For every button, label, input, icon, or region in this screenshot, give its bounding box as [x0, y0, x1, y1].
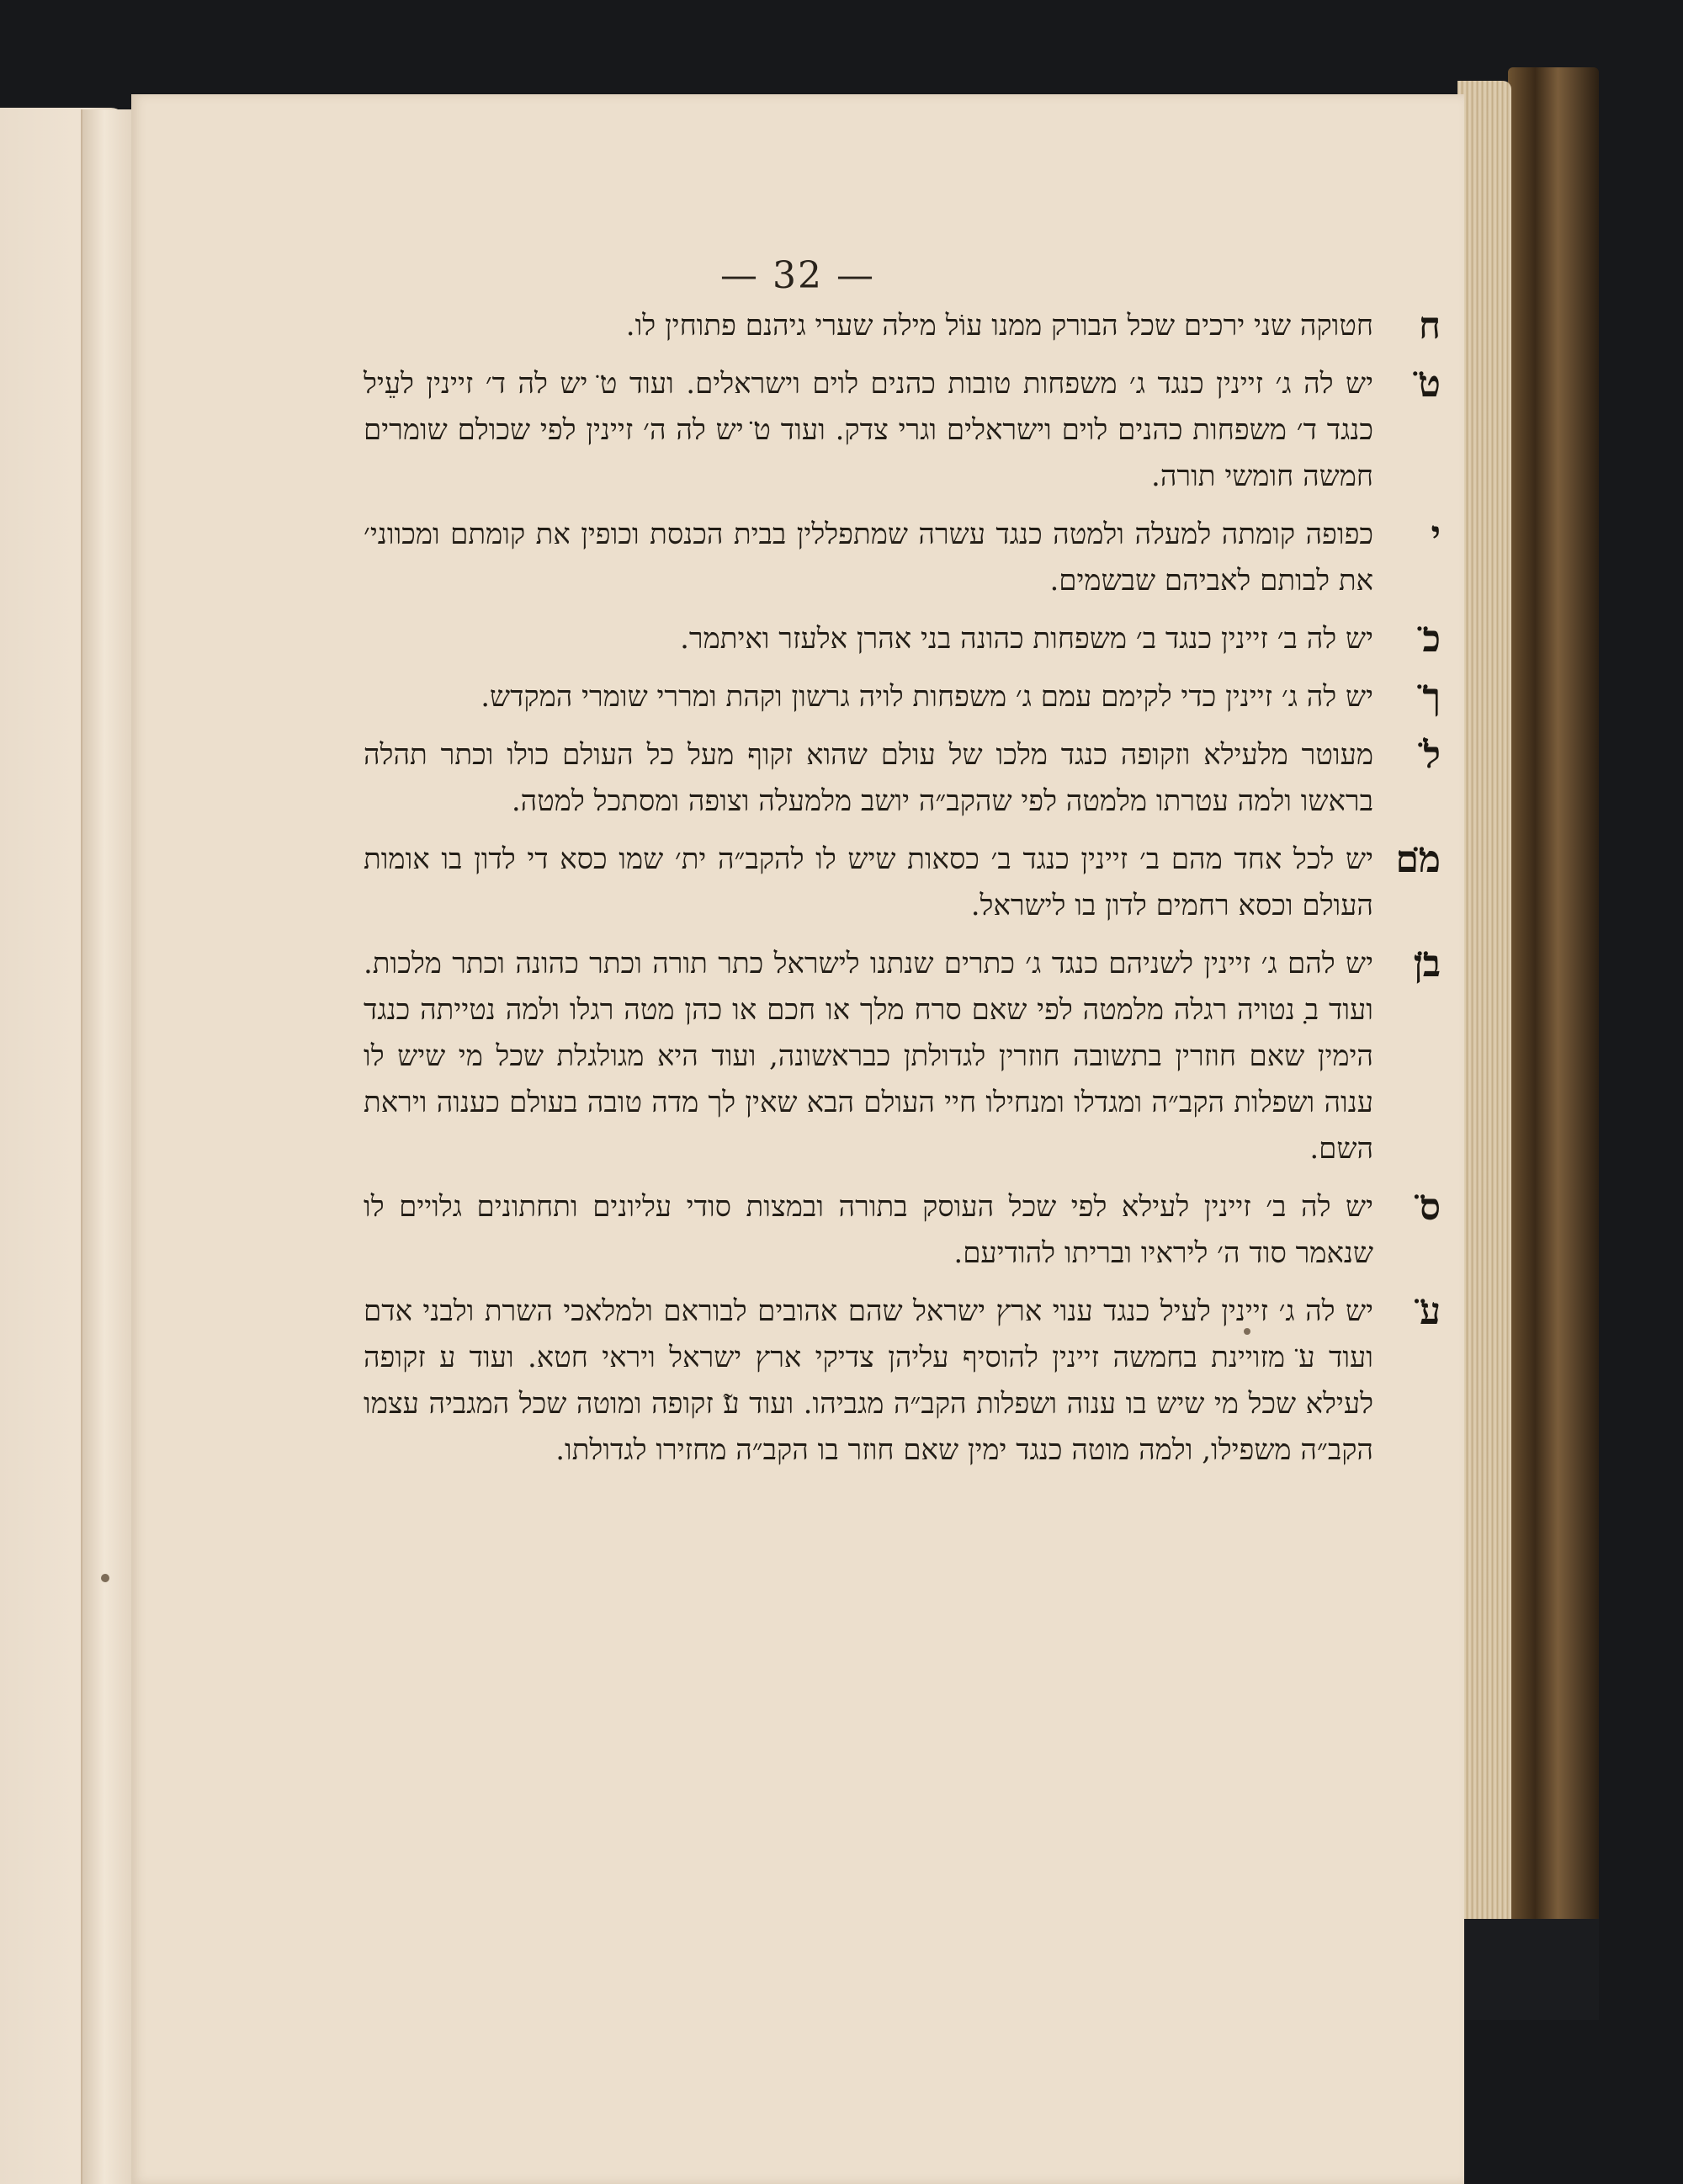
entry-text: מעוטר מלעילא וזקופה כנגד מלכו של עולם שהוא זקוף מעל כל העולם כולו וכתר תהלה בראשו ולמה עטרתו מלמטה לפי שהקב״ה יושב מלמעלה וצופה ומסתכל למטה.	[364, 738, 1373, 818]
entry-samech	[364, 1184, 1441, 1277]
entry-letter: ב̈ן	[1413, 943, 1441, 986]
entry-letter: כ̈	[1422, 618, 1441, 661]
page-stack-edge	[1457, 81, 1511, 1966]
book-gutter	[81, 109, 131, 2184]
entry-tet	[364, 361, 1441, 500]
paper-speck	[101, 1574, 109, 1582]
entry-text: יש לה ג׳ זיינין כנגד ג׳ משפחות טובות כהנים לוים וישראלים. ועוד ט̈ יש לה ד׳ זיינין לעֵיל כנגד ד׳ משפחות כהנים לוים וישראלים וגרי צדק. ועוד ט̈ יש לה ה׳ זיינין לפי שכולם שומרים חמשה חומשי תורה.	[364, 367, 1373, 493]
entry-text: יש לה ב׳ זיינין לעילא לפי שכל העוסק בתורה ובמצות סודי עליונים ותחתונים גלויים לו שנאמר סוד ה׳ ליראיו ובריתו להודיעם.	[364, 1190, 1373, 1270]
entry-letter: ך̈	[1422, 676, 1441, 719]
book-page	[131, 94, 1464, 2184]
entry-letter: ס̈	[1419, 1186, 1441, 1229]
entry-letter: ע̈	[1420, 1290, 1441, 1333]
entry-mem	[364, 837, 1441, 929]
entry-text: יש להם ג׳ זיינין לשניהם כנגד ג׳ כתרים שנתנו לישראל כתר תורה וכתר כהונה וכתר מלכות. ועוד ב̣ נטויה רגלה מלמטה לפי שאם סרח מלך או חכם או כהן מטה רגלו ולמה נטייתה כנגד הימין שאם חוזרין בתשובה חוזרין לגדולתן כבראשונה, ועוד היא מגולגלת שכל מי שיש לו ענוה ושפלות הקב״ה ומגדלו ומנחילו חיי העולם הבא שאין לך מדה טובה בעולם כענוה ויראת השם.	[364, 947, 1373, 1166]
book-cover-edge	[1508, 67, 1599, 2003]
entry-kaf	[364, 616, 1441, 662]
entry-letter: מ̈ם	[1395, 838, 1441, 881]
paper-speck	[1244, 1328, 1250, 1335]
entry-text: יש לכל אחד מהם ב׳ זיינין כנגד ב׳ כסאות שיש לו להקב״ה ית׳ שמו כסא די לדון בו אומות העולם וכסא רחמים לדון בו לישראל.	[364, 842, 1373, 922]
entry-letter: ח	[1418, 305, 1441, 348]
entry-letter: ט̈	[1418, 363, 1441, 406]
entry-text: חטוקה שני ירכים שכל הבורק ממנו עוֹל מילה שערי גיהנם פתוחין לו.	[625, 309, 1373, 343]
entry-text: יש לה ג׳ זיינין כדי לקימם עמם ג׳ משפחות לויה גרשון וקהת ומררי שומרי המקדש.	[480, 680, 1373, 714]
entry-text: יש לה ג׳ זיינין לעיל כנגד ענוי ארץ ישראל שהם אהובים לבוראם ולמלאכי השרת ולבני אדם ועוד ע̈ מזויינת בחמשה זיינין להוסיף עליהן צדיקי ארץ ישראל ויראי חטא. ועוד ע זקופה לעילא שכל מי שיש בו ענוה ושפלות הקב״ה מגביהו. ועוד ע̃ זקופה ומוטה שכל המגביה עצמו הקב״ה משפילו, ולמה מוטה כנגד ימין שאם חוזר בו הקב״ה מחזירו לגדולתו.	[364, 1294, 1373, 1467]
entry-letter: י	[1431, 513, 1441, 556]
entry-chet	[364, 303, 1441, 349]
entry-final-kaf	[364, 674, 1441, 720]
entry-text: יש לה ב׳ זיינין כנגד ב׳ משפחות כהונה בני אהרן אלעזר ואיתמר.	[680, 622, 1373, 656]
entry-yod	[364, 512, 1441, 604]
entry-lamed	[364, 732, 1441, 825]
page-text-column	[364, 303, 1441, 1485]
entry-letter: ל̈	[1423, 734, 1441, 777]
entry-ayin	[364, 1289, 1441, 1474]
entry-text: כפופה קומתה למעלה ולמטה כנגד עשרה שמתפללין בבית הכנסת וכופין את קומתם ומכווני׳ את לבותם לאביהם שבשמים.	[364, 518, 1373, 598]
entry-nun	[364, 941, 1441, 1172]
page-number: — 32 —	[720, 254, 875, 297]
